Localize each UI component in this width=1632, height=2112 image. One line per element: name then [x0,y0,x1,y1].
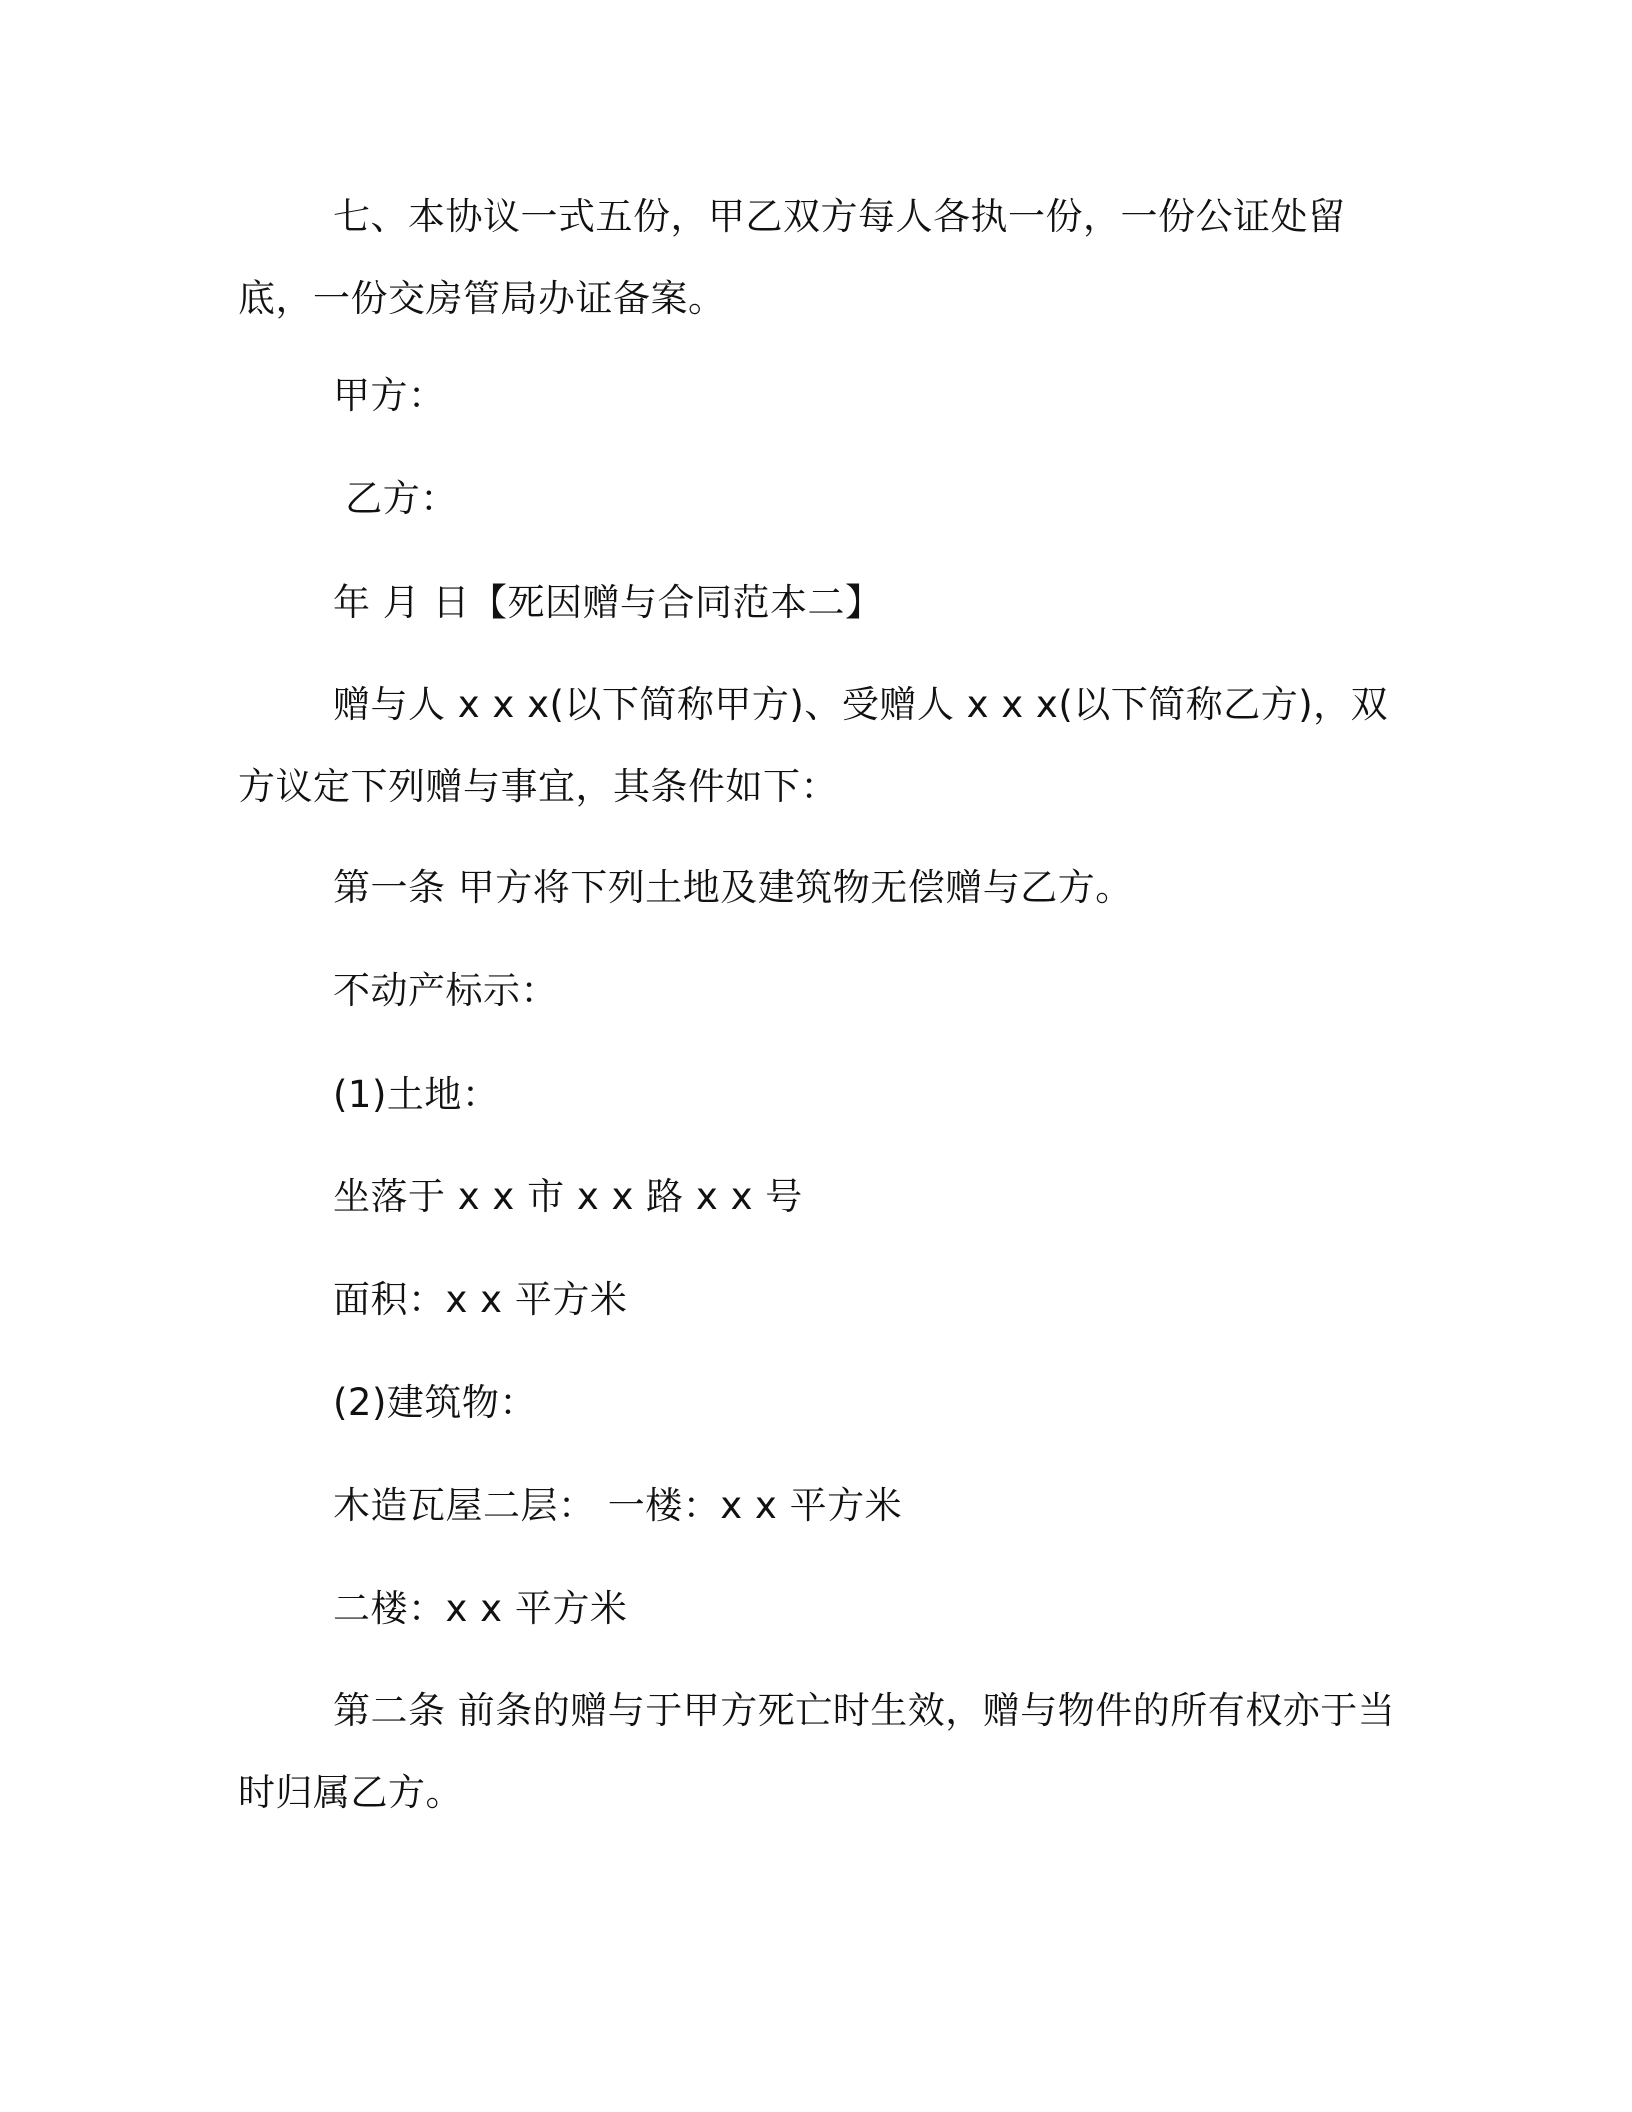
party-a-line: 甲方： [333,374,446,417]
location-line: 坐落于 x x 市 x x 路 x x 号 [333,1175,803,1218]
donor-recipient-paragraph: 赠与人 x x x(以下简称甲方)、受赠人 x x x(以下简称乙方)，双方议定下列赠与事宜，其条件如下： [238,683,1389,808]
area-line: 面积：x x 平方米 [333,1278,628,1321]
land-heading-line: (1)土地： [333,1073,500,1116]
second-floor-line: 二楼：x x 平方米 [333,1587,628,1630]
date-and-title-line: 年 月 日【死因赠与合同范本二】 [333,581,883,624]
first-floor-line: 木造瓦屋二层： 一楼：x x 平方米 [333,1484,903,1527]
party-b-line: 乙方： [333,477,458,520]
property-marking-line: 不动产标示： [333,969,558,1012]
article-one-line: 第一条 甲方将下列土地及建筑物无偿赠与乙方。 [333,866,1133,909]
building-heading-line: (2)建筑物： [333,1381,537,1424]
article-two-paragraph: 第二条 前条的赠与于甲方死亡时生效，赠与物件的所有权亦于当时归属乙方。 [238,1689,1396,1814]
clause-seven-paragraph: 七、本协议一式五份，甲乙双方每人各执一份，一份公证处留底，一份交房管局办证备案。 [238,195,1346,320]
